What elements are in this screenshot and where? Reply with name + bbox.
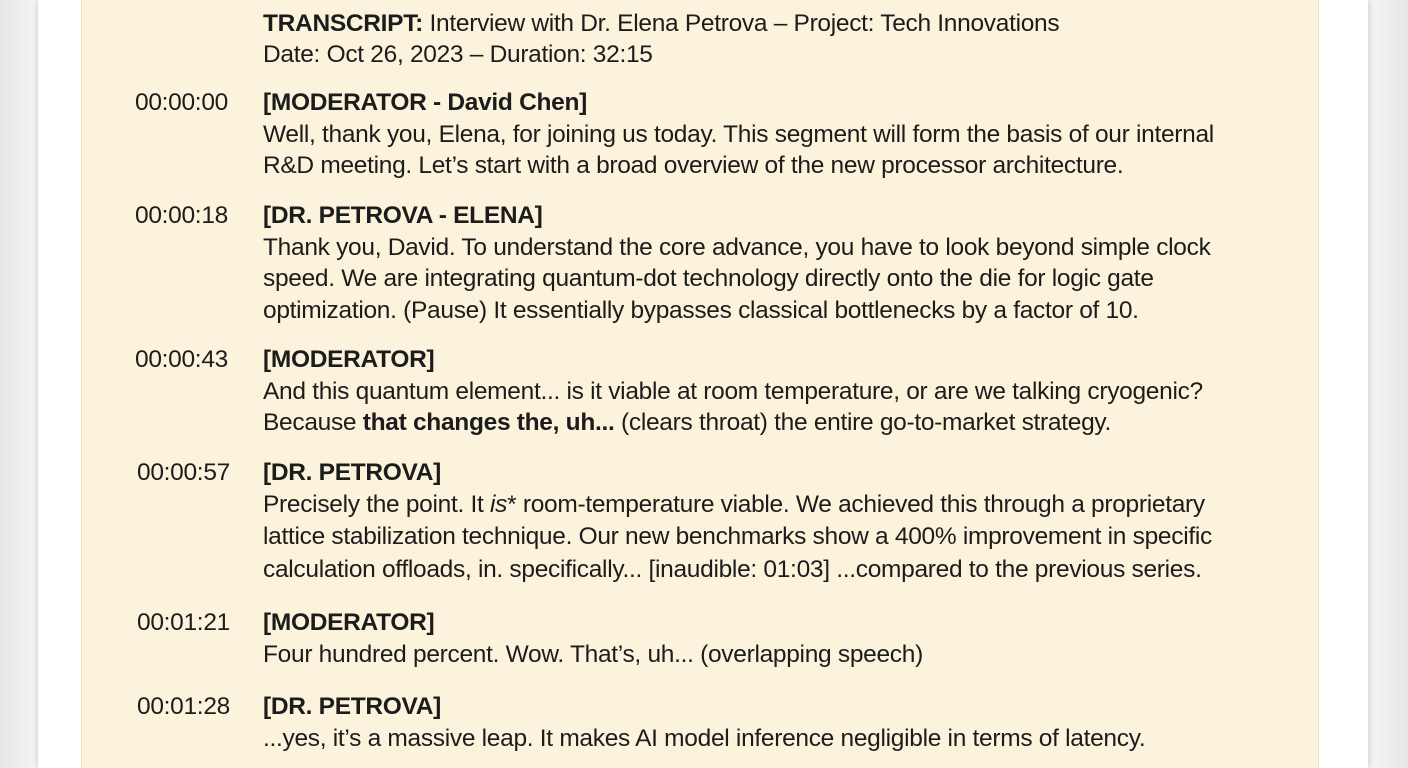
utterance-line: calculation offloads, in. specifically... [inaudible: 01:03] ...compared to the previous series. [263, 556, 1202, 583]
utterance-text: (clears throat) the entire go-to-market strategy. [614, 409, 1112, 436]
utterance-line [263, 407, 1263, 439]
emphasized-text: that changes the, uh... [362, 409, 615, 436]
utterance-line: Four hundred percent. Wow. That’s, uh... (overlapping speech) [263, 640, 923, 668]
entry-content [263, 691, 1263, 754]
utterance-line: speed. We are integrating quantum-dot technology directly onto the die for logic gate [263, 265, 1154, 292]
speaker-label: [MODERATOR - David Chen] [263, 89, 588, 116]
italic-text: is [490, 490, 508, 518]
transcript-label: TRANSCRIPT: [263, 10, 424, 37]
speaker-label: [MODERATOR] [263, 609, 435, 636]
timestamp: 00:00:00 [135, 89, 228, 116]
utterance-text: Precisely the point. It [263, 490, 491, 518]
transcript-title: Interview with Dr. Elena Petrova – Project: Tech Innovations [429, 10, 1060, 37]
utterance-line [263, 489, 1263, 521]
transcript-header [263, 8, 1303, 70]
utterance-line: lattice stabilization technique. Our new benchmarks show a 400% improvement in specific [263, 523, 1212, 550]
header-title-line [263, 8, 1303, 39]
timestamp: 00:01:21 [137, 609, 230, 636]
speaker-label: [DR. PETROVA] [263, 693, 442, 720]
utterance-text: Because [263, 409, 363, 436]
timestamp: 00:01:28 [137, 693, 230, 720]
entry-content [263, 607, 1263, 670]
utterance-line: Well, thank you, Elena, for joining us today. This segment will form the basis of our internal [263, 120, 1214, 148]
timestamp: 00:00:57 [137, 459, 230, 486]
entry-content [263, 87, 1263, 182]
transcript-meta: Date: Oct 26, 2023 – Duration: 32:15 [263, 41, 653, 68]
entry-content [263, 344, 1263, 439]
timestamp: 00:00:43 [135, 346, 228, 373]
speaker-label: [MODERATOR] [263, 346, 435, 373]
speaker-label: [DR. PETROVA - ELENA] [263, 202, 543, 229]
entry-content [263, 457, 1263, 586]
utterance-line: Thank you, David. To understand the core advance, you have to look beyond simple clock [263, 233, 1211, 261]
entry-content [263, 200, 1263, 326]
utterance-line: optimization. (Pause) It essentially bypasses classical bottlenecks by a factor of 10. [263, 296, 1139, 324]
utterance-text: * room-temperature viable. We achieved this through a proprietary [507, 490, 1205, 518]
utterance-line: And this quantum element... is it viable at room temperature, or are we talking cryogenic? [263, 377, 1203, 405]
timestamp: 00:00:18 [135, 202, 228, 229]
utterance-line: ...yes, it’s a massive leap. It makes AI model inference negligible in terms of latency. [263, 724, 1146, 752]
speaker-label: [DR. PETROVA] [263, 459, 442, 486]
utterance-line: R&D meeting. Let’s start with a broad overview of the new processor architecture. [263, 152, 1124, 179]
